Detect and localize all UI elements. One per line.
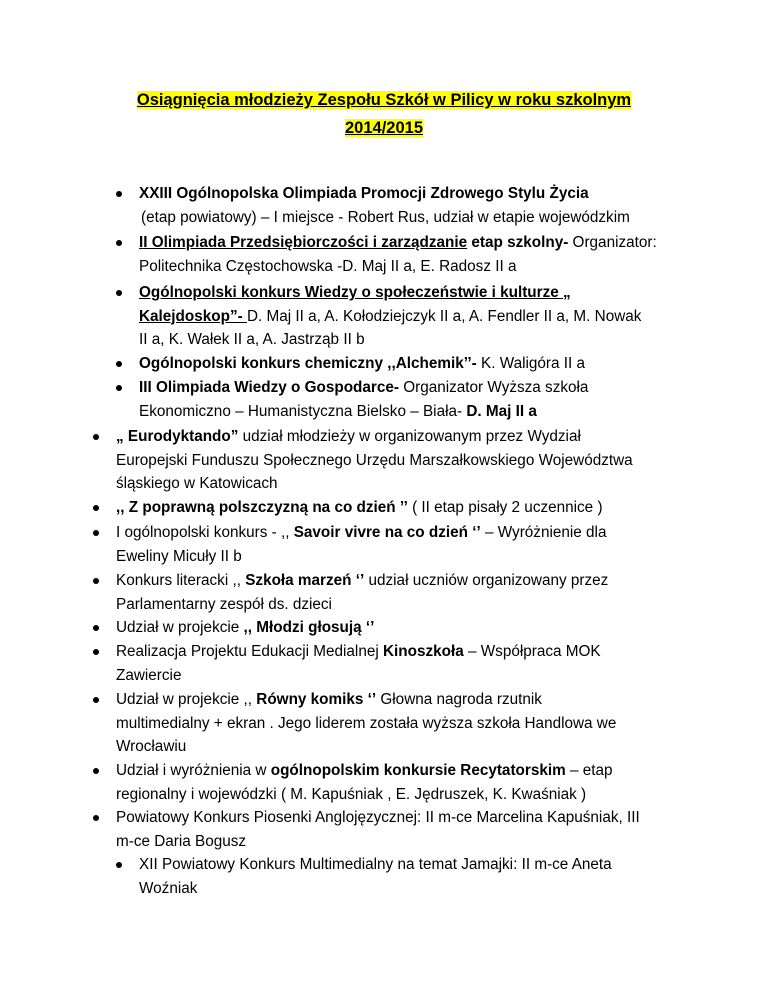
bullet-icon [93, 505, 99, 511]
bullet-icon [93, 625, 99, 631]
bullet-icon [116, 191, 122, 197]
title-line-2: 2014/2015 [345, 119, 423, 137]
list-item-alchemik: Ogólnopolski konkurs chemiczny ,,Alchemik’’- K. Waligóra II a [139, 355, 586, 372]
bullet-icon [116, 240, 122, 246]
list-item-szkola-marzen: Konkurs literacki ,, Szkoła marzeń ‘’ udział uczniów organizowany przez Parlamentarny zespół ds. dzieci [116, 572, 609, 613]
list-item-konkurs-recytatorski: Udział i wyróżnienia w ogólnopolskim konkursie Recytatorskim – etap regionalny i wojewódzki ( M. Kapuśniak , E. Jędruszek, K. Kwaśniak ) [116, 762, 613, 803]
page-title [96, 86, 672, 142]
list-item-savoir-vivre: I ogólnopolski konkurs - ,, Savoir vivre na co dzień ‘’ – Wyróżnienie dla Eweliny Micuły II b [116, 524, 607, 565]
list-item-mlodzi-glosuja: Udział w projekcie ,, Młodzi głosują ‘’ [116, 619, 375, 636]
list-item-olimpiada-przedsiebiorczosci: II Olimpiada Przedsiębiorczości i zarządzanie etap szkolny- Organizator: Politechnika Częstochowska -D. Maj II a, E. Radosz II a [139, 234, 657, 275]
bullet-icon [93, 578, 99, 584]
list-item-rowny-komiks: Udział w projekcie ,, Równy komiks ‘’ Głowna nagroda rzutnik multimedialny + ekran . Jego liderem została wyższa szkoła Handlowa we Wrocławiu [116, 691, 617, 755]
list-item-olimpiada-zdrowia: XXIII Ogólnopolska Olimpiada Promocji Zdrowego Stylu Życia (etap powiatowy) – I miejsce - Robert Rus, udział w etapie wojewódzkim [139, 185, 630, 226]
bullet-icon [93, 815, 99, 821]
bullet-icon [116, 862, 122, 868]
bullet-icon [93, 768, 99, 774]
list-item-eurodyktando: „ Eurodyktando” udział młodzieży w organizowanym przez Wydział Europejski Funduszu Społecznego Urzędu Marszałkowskiego Województwa śląskiego w Katowicach [116, 428, 633, 492]
bullet-icon [93, 697, 99, 703]
bullet-icon [93, 434, 99, 440]
list-item-piosenka-anglojezyczna: Powiatowy Konkurs Piosenki Anglojęzycznej: II m-ce Marcelina Kapuśniak, III m-ce Daria Bogusz [116, 809, 640, 850]
list-item-kalejdoskop: Ogólnopolski konkurs Wiedzy o społeczeństwie i kulturze „ Kalejdoskop”- D. Maj II a, A. Kołodziejczyk II a, A. Fendler II a, M. Nowak II a, K. Wałek II a, A. Jastrząb II b [139, 284, 642, 348]
list-item-olimpiada-gospodarka: III Olimpiada Wiedzy o Gospodarce- Organizator Wyższa szkoła Ekonomiczno – Humanistyczna Bielsko – Biała- D. Maj II a [139, 379, 589, 420]
title-line-1: Osiągnięcia młodzieży Zespołu Szkół w Pilicy w roku szkolnym [136, 91, 632, 109]
bullet-icon [116, 290, 122, 296]
bullet-icon [93, 649, 99, 655]
list-item-kinoszkola: Realizacja Projektu Edukacji Medialnej Kinoszkoła – Współpraca MOK Zawiercie [116, 643, 601, 684]
list-item-konkurs-multimedialny: XII Powiatowy Konkurs Multimedialny na temat Jamajki: II m-ce Aneta Woźniak [139, 856, 612, 897]
list-item-polszczyzna: ,, Z poprawną polszczyzną na co dzień ’’ ( II etap pisały 2 uczennice ) [116, 499, 603, 516]
bullet-icon [116, 361, 122, 367]
bullet-icon [93, 530, 99, 536]
bullet-icon [116, 385, 122, 391]
